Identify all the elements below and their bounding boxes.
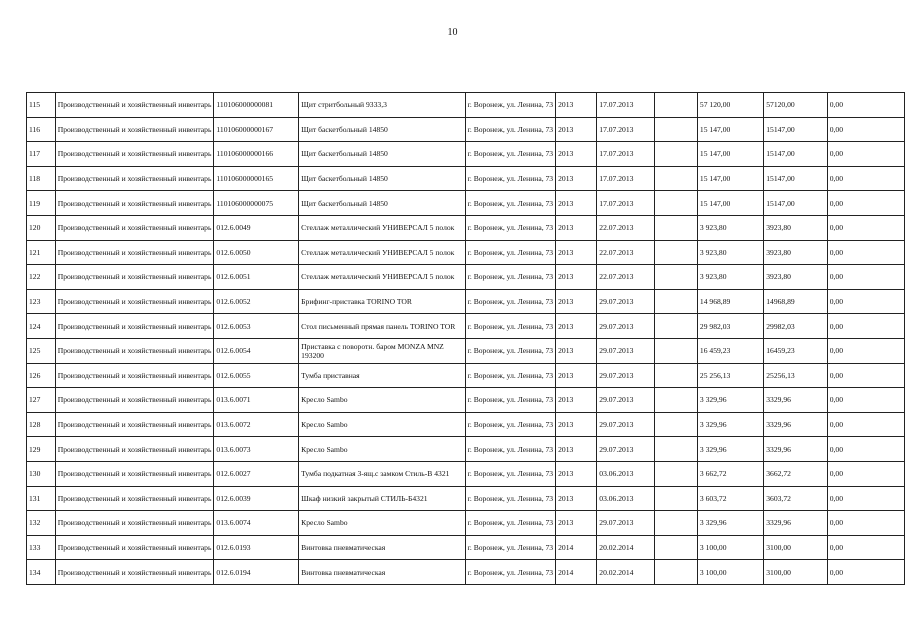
blank-cell — [654, 265, 697, 290]
blank-cell — [654, 314, 697, 339]
inventory-code-cell: 012.6.0051 — [214, 265, 299, 290]
item-name-cell: Щит стритбольный 9333,3 — [299, 93, 465, 118]
date-cell: 22.07.2013 — [597, 240, 655, 265]
book-value-cell: 3329,96 — [764, 412, 828, 437]
category-cell: Производственный и хозяйственный инвентарь — [55, 461, 214, 486]
date-cell: 17.07.2013 — [597, 117, 655, 142]
cost-cell: 3 923,80 — [697, 265, 763, 290]
blank-cell — [654, 363, 697, 388]
cost-cell: 16 459,23 — [697, 338, 763, 363]
date-cell: 22.07.2013 — [597, 215, 655, 240]
residual-value-cell: 0,00 — [827, 511, 904, 536]
year-cell: 2013 — [556, 511, 597, 536]
row-number: 130 — [27, 461, 56, 486]
residual-value-cell: 0,00 — [827, 363, 904, 388]
book-value-cell: 16459,23 — [764, 338, 828, 363]
table-row — [27, 191, 905, 216]
table-row — [27, 289, 905, 314]
year-cell: 2014 — [556, 560, 597, 585]
book-value-cell: 25256,13 — [764, 363, 828, 388]
residual-value-cell: 0,00 — [827, 166, 904, 191]
year-cell: 2013 — [556, 166, 597, 191]
category-cell: Производственный и хозяйственный инвентарь — [55, 166, 214, 191]
category-cell: Производственный и хозяйственный инвентарь — [55, 289, 214, 314]
year-cell: 2013 — [556, 289, 597, 314]
inventory-code-cell: 012.6.0054 — [214, 338, 299, 363]
year-cell: 2013 — [556, 142, 597, 167]
item-name-cell: Брифинг-приставка TORINO TOR — [299, 289, 465, 314]
location-cell: г. Воронеж, ул. Ленина, 73 — [465, 166, 555, 191]
blank-cell — [654, 560, 697, 585]
blank-cell — [654, 117, 697, 142]
item-name-cell: Кресло Sambo — [299, 412, 465, 437]
residual-value-cell: 0,00 — [827, 461, 904, 486]
date-cell: 29.07.2013 — [597, 289, 655, 314]
inventory-code-cell: 013.6.0072 — [214, 412, 299, 437]
item-name-cell: Приставка с поворотн. баром MONZA MNZ 193200 — [299, 338, 465, 363]
inventory-code-cell: 012.6.0052 — [214, 289, 299, 314]
blank-cell — [654, 289, 697, 314]
book-value-cell: 3923,80 — [764, 215, 828, 240]
row-number: 125 — [27, 338, 56, 363]
category-cell: Производственный и хозяйственный инвентарь — [55, 191, 214, 216]
inventory-code-cell: 013.6.0071 — [214, 388, 299, 413]
location-cell: г. Воронеж, ул. Ленина, 73 — [465, 240, 555, 265]
location-cell: г. Воронеж, ул. Ленина, 73 — [465, 461, 555, 486]
row-number: 121 — [27, 240, 56, 265]
residual-value-cell: 0,00 — [827, 338, 904, 363]
row-number: 116 — [27, 117, 56, 142]
inventory-code-cell: 012.6.0027 — [214, 461, 299, 486]
residual-value-cell: 0,00 — [827, 215, 904, 240]
book-value-cell: 3923,80 — [764, 240, 828, 265]
row-number: 124 — [27, 314, 56, 339]
row-number: 127 — [27, 388, 56, 413]
table-row — [27, 535, 905, 560]
inventory-code-cell: 012.6.0053 — [214, 314, 299, 339]
date-cell: 03.06.2013 — [597, 486, 655, 511]
book-value-cell: 3329,96 — [764, 437, 828, 462]
book-value-cell: 15147,00 — [764, 191, 828, 216]
book-value-cell: 15147,00 — [764, 117, 828, 142]
location-cell: г. Воронеж, ул. Ленина, 73 — [465, 363, 555, 388]
item-name-cell: Винтовка пневматическая — [299, 535, 465, 560]
inventory-table — [26, 92, 905, 585]
residual-value-cell: 0,00 — [827, 191, 904, 216]
residual-value-cell: 0,00 — [827, 93, 904, 118]
inventory-rows — [27, 93, 905, 585]
date-cell: 03.06.2013 — [597, 461, 655, 486]
category-cell: Производственный и хозяйственный инвентарь — [55, 142, 214, 167]
date-cell: 20.02.2014 — [597, 560, 655, 585]
item-name-cell: Кресло Sambo — [299, 511, 465, 536]
cost-cell: 3 923,80 — [697, 215, 763, 240]
cost-cell: 15 147,00 — [697, 117, 763, 142]
year-cell: 2013 — [556, 314, 597, 339]
book-value-cell: 3100,00 — [764, 560, 828, 585]
category-cell: Производственный и хозяйственный инвентарь — [55, 240, 214, 265]
cost-cell: 15 147,00 — [697, 142, 763, 167]
book-value-cell: 3100,00 — [764, 535, 828, 560]
row-number: 122 — [27, 265, 56, 290]
location-cell: г. Воронеж, ул. Ленина, 73 — [465, 338, 555, 363]
location-cell: г. Воронеж, ул. Ленина, 73 — [465, 142, 555, 167]
residual-value-cell: 0,00 — [827, 240, 904, 265]
item-name-cell: Кресло Sambo — [299, 437, 465, 462]
item-name-cell: Щит баскетбольный 14850 — [299, 191, 465, 216]
item-name-cell: Щит баскетбольный 14850 — [299, 166, 465, 191]
cost-cell: 3 329,96 — [697, 412, 763, 437]
date-cell: 29.07.2013 — [597, 412, 655, 437]
year-cell: 2013 — [556, 388, 597, 413]
book-value-cell: 14968,89 — [764, 289, 828, 314]
table-row — [27, 511, 905, 536]
location-cell: г. Воронеж, ул. Ленина, 73 — [465, 265, 555, 290]
inventory-code-cell: 110106000000165 — [214, 166, 299, 191]
category-cell: Производственный и хозяйственный инвентарь — [55, 314, 214, 339]
residual-value-cell: 0,00 — [827, 560, 904, 585]
blank-cell — [654, 388, 697, 413]
blank-cell — [654, 437, 697, 462]
book-value-cell: 3329,96 — [764, 388, 828, 413]
row-number: 128 — [27, 412, 56, 437]
date-cell: 20.02.2014 — [597, 535, 655, 560]
table-row — [27, 363, 905, 388]
category-cell: Производственный и хозяйственный инвентарь — [55, 117, 214, 142]
cost-cell: 3 662,72 — [697, 461, 763, 486]
item-name-cell: Шкаф низкий закрытый СТИЛЬ-Б4321 — [299, 486, 465, 511]
row-number: 123 — [27, 289, 56, 314]
blank-cell — [654, 511, 697, 536]
item-name-cell: Стеллаж металлический УНИВЕРСАЛ 5 полок — [299, 215, 465, 240]
date-cell: 29.07.2013 — [597, 437, 655, 462]
inventory-code-cell: 012.6.0050 — [214, 240, 299, 265]
cost-cell: 3 100,00 — [697, 560, 763, 585]
cost-cell: 3 100,00 — [697, 535, 763, 560]
residual-value-cell: 0,00 — [827, 535, 904, 560]
year-cell: 2013 — [556, 191, 597, 216]
item-name-cell: Щит баскетбольный 14850 — [299, 117, 465, 142]
blank-cell — [654, 240, 697, 265]
blank-cell — [654, 142, 697, 167]
table-row — [27, 412, 905, 437]
year-cell: 2013 — [556, 338, 597, 363]
year-cell: 2013 — [556, 486, 597, 511]
location-cell: г. Воронеж, ул. Ленина, 73 — [465, 535, 555, 560]
item-name-cell: Стеллаж металлический УНИВЕРСАЛ 5 полок — [299, 240, 465, 265]
residual-value-cell: 0,00 — [827, 265, 904, 290]
year-cell: 2013 — [556, 461, 597, 486]
year-cell: 2013 — [556, 215, 597, 240]
cost-cell: 15 147,00 — [697, 191, 763, 216]
cost-cell: 3 923,80 — [697, 240, 763, 265]
year-cell: 2013 — [556, 412, 597, 437]
blank-cell — [654, 191, 697, 216]
location-cell: г. Воронеж, ул. Ленина, 73 — [465, 437, 555, 462]
residual-value-cell: 0,00 — [827, 412, 904, 437]
item-name-cell: Винтовка пневматическая — [299, 560, 465, 585]
date-cell: 29.07.2013 — [597, 388, 655, 413]
date-cell: 29.07.2013 — [597, 363, 655, 388]
inventory-code-cell: 110106000000075 — [214, 191, 299, 216]
cost-cell: 14 968,89 — [697, 289, 763, 314]
table-row — [27, 117, 905, 142]
location-cell: г. Воронеж, ул. Ленина, 73 — [465, 486, 555, 511]
row-number: 131 — [27, 486, 56, 511]
location-cell: г. Воронеж, ул. Ленина, 73 — [465, 388, 555, 413]
residual-value-cell: 0,00 — [827, 437, 904, 462]
category-cell: Производственный и хозяйственный инвентарь — [55, 215, 214, 240]
category-cell: Производственный и хозяйственный инвентарь — [55, 535, 214, 560]
table-row — [27, 142, 905, 167]
category-cell: Производственный и хозяйственный инвентарь — [55, 486, 214, 511]
table-row — [27, 215, 905, 240]
row-number: 115 — [27, 93, 56, 118]
table-row — [27, 314, 905, 339]
residual-value-cell: 0,00 — [827, 117, 904, 142]
table-row — [27, 338, 905, 363]
location-cell: г. Воронеж, ул. Ленина, 73 — [465, 314, 555, 339]
inventory-code-cell: 012.6.0049 — [214, 215, 299, 240]
book-value-cell: 3923,80 — [764, 265, 828, 290]
category-cell: Производственный и хозяйственный инвентарь — [55, 338, 214, 363]
inventory-code-cell: 012.6.0193 — [214, 535, 299, 560]
blank-cell — [654, 535, 697, 560]
category-cell: Производственный и хозяйственный инвентарь — [55, 412, 214, 437]
row-number: 134 — [27, 560, 56, 585]
category-cell: Производственный и хозяйственный инвентарь — [55, 511, 214, 536]
row-number: 126 — [27, 363, 56, 388]
item-name-cell: Тумба приставная — [299, 363, 465, 388]
table-row — [27, 560, 905, 585]
date-cell: 29.07.2013 — [597, 314, 655, 339]
cost-cell: 29 982,03 — [697, 314, 763, 339]
category-cell: Производственный и хозяйственный инвентарь — [55, 388, 214, 413]
blank-cell — [654, 338, 697, 363]
category-cell: Производственный и хозяйственный инвентарь — [55, 437, 214, 462]
cost-cell: 15 147,00 — [697, 166, 763, 191]
inventory-code-cell: 012.6.0039 — [214, 486, 299, 511]
date-cell: 17.07.2013 — [597, 166, 655, 191]
year-cell: 2014 — [556, 535, 597, 560]
cost-cell: 3 329,96 — [697, 437, 763, 462]
date-cell: 17.07.2013 — [597, 191, 655, 216]
row-number: 133 — [27, 535, 56, 560]
cost-cell: 25 256,13 — [697, 363, 763, 388]
date-cell: 22.07.2013 — [597, 265, 655, 290]
table-row — [27, 437, 905, 462]
item-name-cell: Стеллаж металлический УНИВЕРСАЛ 5 полок — [299, 265, 465, 290]
inventory-code-cell: 110106000000167 — [214, 117, 299, 142]
table-row — [27, 240, 905, 265]
table-row — [27, 93, 905, 118]
cost-cell: 57 120,00 — [697, 93, 763, 118]
inventory-code-cell: 110106000000081 — [214, 93, 299, 118]
blank-cell — [654, 166, 697, 191]
year-cell: 2013 — [556, 117, 597, 142]
book-value-cell: 15147,00 — [764, 142, 828, 167]
inventory-code-cell: 012.6.0055 — [214, 363, 299, 388]
year-cell: 2013 — [556, 240, 597, 265]
location-cell: г. Воронеж, ул. Ленина, 73 — [465, 511, 555, 536]
location-cell: г. Воронеж, ул. Ленина, 73 — [465, 412, 555, 437]
item-name-cell: Стол письменный прямая панель TORINO TOR — [299, 314, 465, 339]
book-value-cell: 3662,72 — [764, 461, 828, 486]
row-number: 117 — [27, 142, 56, 167]
date-cell: 17.07.2013 — [597, 93, 655, 118]
item-name-cell: Тумба подкатная 3-ящ.с замком Стиль-В 4321 — [299, 461, 465, 486]
row-number: 132 — [27, 511, 56, 536]
date-cell: 29.07.2013 — [597, 338, 655, 363]
blank-cell — [654, 486, 697, 511]
residual-value-cell: 0,00 — [827, 142, 904, 167]
year-cell: 2013 — [556, 437, 597, 462]
location-cell: г. Воронеж, ул. Ленина, 73 — [465, 93, 555, 118]
location-cell: г. Воронеж, ул. Ленина, 73 — [465, 560, 555, 585]
blank-cell — [654, 215, 697, 240]
row-number: 129 — [27, 437, 56, 462]
book-value-cell: 3329,96 — [764, 511, 828, 536]
inventory-code-cell: 110106000000166 — [214, 142, 299, 167]
item-name-cell: Щит баскетбольный 14850 — [299, 142, 465, 167]
residual-value-cell: 0,00 — [827, 314, 904, 339]
residual-value-cell: 0,00 — [827, 486, 904, 511]
table-row — [27, 486, 905, 511]
year-cell: 2013 — [556, 93, 597, 118]
residual-value-cell: 0,00 — [827, 388, 904, 413]
location-cell: г. Воронеж, ул. Ленина, 73 — [465, 289, 555, 314]
cost-cell: 3 329,96 — [697, 388, 763, 413]
table-row — [27, 265, 905, 290]
year-cell: 2013 — [556, 265, 597, 290]
inventory-code-cell: 013.6.0073 — [214, 437, 299, 462]
row-number: 118 — [27, 166, 56, 191]
location-cell: г. Воронеж, ул. Ленина, 73 — [465, 117, 555, 142]
category-cell: Производственный и хозяйственный инвентарь — [55, 265, 214, 290]
item-name-cell: Кресло Sambo — [299, 388, 465, 413]
book-value-cell: 3603,72 — [764, 486, 828, 511]
table-row — [27, 461, 905, 486]
book-value-cell: 15147,00 — [764, 166, 828, 191]
cost-cell: 3 603,72 — [697, 486, 763, 511]
table-row — [27, 166, 905, 191]
inventory-code-cell: 012.6.0194 — [214, 560, 299, 585]
location-cell: г. Воронеж, ул. Ленина, 73 — [465, 191, 555, 216]
row-number: 119 — [27, 191, 56, 216]
category-cell: Производственный и хозяйственный инвентарь — [55, 93, 214, 118]
category-cell: Производственный и хозяйственный инвентарь — [55, 560, 214, 585]
page-number: 10 — [447, 27, 458, 38]
book-value-cell: 29982,03 — [764, 314, 828, 339]
date-cell: 17.07.2013 — [597, 142, 655, 167]
date-cell: 29.07.2013 — [597, 511, 655, 536]
table-row — [27, 388, 905, 413]
location-cell: г. Воронеж, ул. Ленина, 73 — [465, 215, 555, 240]
inventory-code-cell: 013.6.0074 — [214, 511, 299, 536]
blank-cell — [654, 412, 697, 437]
row-number: 120 — [27, 215, 56, 240]
book-value-cell: 57120,00 — [764, 93, 828, 118]
cost-cell: 3 329,96 — [697, 511, 763, 536]
residual-value-cell: 0,00 — [827, 289, 904, 314]
year-cell: 2013 — [556, 363, 597, 388]
blank-cell — [654, 461, 697, 486]
category-cell: Производственный и хозяйственный инвентарь — [55, 363, 214, 388]
blank-cell — [654, 93, 697, 118]
